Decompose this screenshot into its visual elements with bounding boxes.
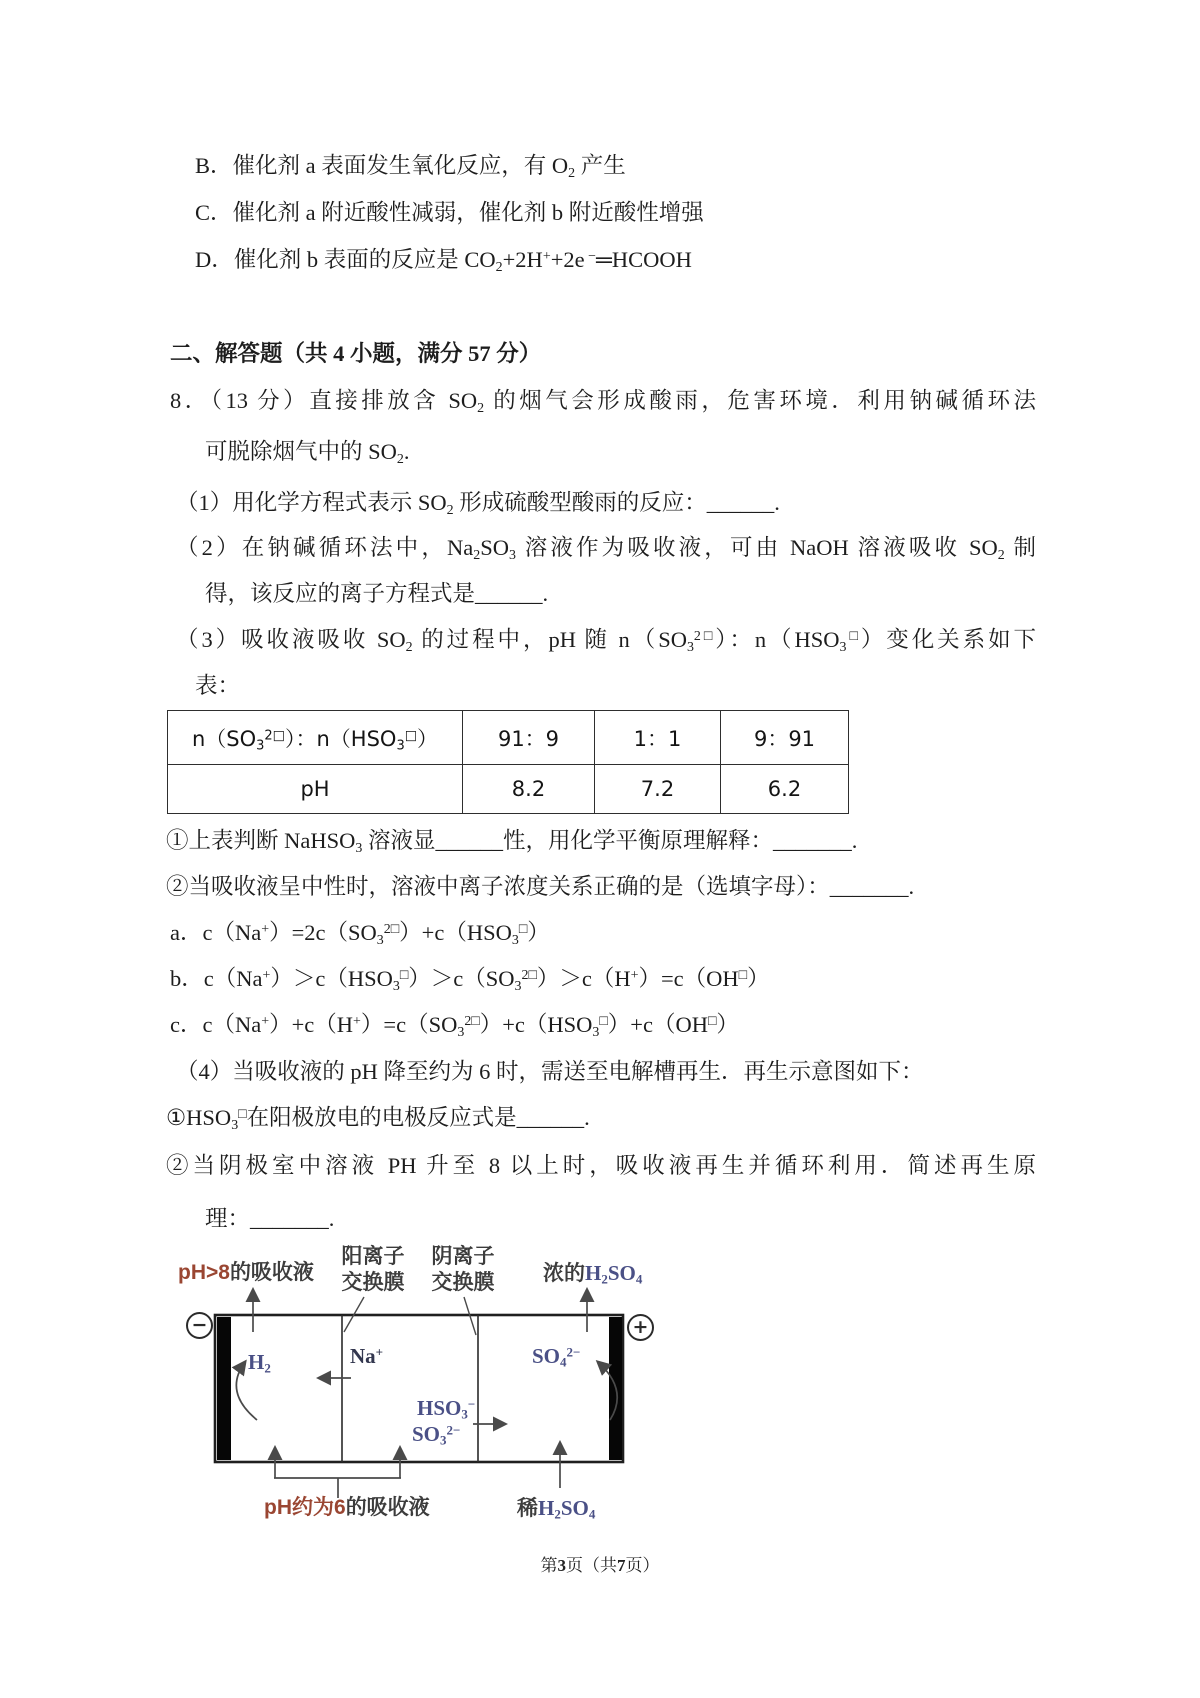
q8-part3-line2: 表： — [195, 673, 241, 698]
table-ratio-value-1: 91：9 — [463, 711, 595, 765]
label-na-ion: Na+ — [350, 1344, 384, 1368]
label-so4-ion: $SO_4^{2-}$ — [532, 1344, 581, 1370]
option-b: B．催化剂 a 表面发生氧化反应，有 $O_2$ 产生 — [195, 153, 626, 181]
table-row — [168, 711, 849, 765]
label-anion-membrane-line2: 交换膜 — [431, 1271, 495, 1294]
label-dilute-h2so4-prefix: 稀 — [517, 1497, 538, 1520]
q8-part3-sub1: ①上表判断 NaHSO$_3$ 溶液显______性，用化学平衡原理解释：_______. — [166, 828, 858, 856]
electrolysis-diagram — [160, 1240, 675, 1535]
table-ph-value-2: 7.2 — [595, 765, 721, 814]
q8-intro-line1: 8．（13 分）直接排放含 $SO_2$ 的烟气会形成酸雨，危害环境．利用钠碱循环法 — [170, 388, 1036, 416]
q8-part4-sub2-line2: 理：_______. — [205, 1206, 335, 1231]
q8-part3-line1: （3）吸收液吸收 $SO_2$ 的过程中，pH 随 $n(SO_3^{2□})$：$n(HSO_3^□)$变化关系如下 — [176, 627, 1037, 655]
label-dilute-h2so4-formula: $H_2SO_4$ — [538, 1496, 596, 1522]
table-ph-value-3: 6.2 — [721, 765, 849, 814]
q8-part4-sub1: $①HSO_3^□$在阳极放电的电极反应式是______. — [166, 1105, 590, 1133]
label-cation-membrane-line2: 交换膜 — [341, 1271, 405, 1294]
label-cation-membrane — [337, 1244, 409, 1296]
cathode-electrode — [217, 1317, 231, 1460]
table-row — [168, 765, 849, 814]
table-ratio-value-2: 1：1 — [595, 711, 721, 765]
table-ph-value-1: 8.2 — [463, 765, 595, 814]
q8-part3-sub2: ②当吸收液呈中性时，溶液中离子浓度关系正确的是（选填字母）：_______. — [166, 874, 915, 899]
table-ph-label: pH — [168, 765, 463, 814]
q8-intro-line2: 可脱除烟气中的 $SO_2$. — [205, 439, 410, 467]
option-c: C．催化剂 a 附近酸性减弱，催化剂 b 附近酸性增强 — [195, 200, 704, 225]
section-header: 二、解答题（共 4 小题，满分 57 分） — [170, 341, 542, 366]
q8-part2-line2: 得，该反应的离子方程式是______. — [205, 581, 549, 606]
q8-part1: （1）用化学方程式表示 $SO_2$ 形成硫酸型酸雨的反应：______. — [176, 490, 780, 518]
label-conc-h2so4-prefix: 浓的 — [543, 1262, 585, 1285]
label-anion-membrane — [427, 1244, 499, 1296]
minus-electrode-icon: − — [186, 1312, 213, 1339]
page-number-footer: 第3页（共7页） — [540, 1556, 660, 1575]
plus-electrode-icon: + — [627, 1314, 654, 1341]
label-absorbent-ph8 — [178, 1260, 314, 1286]
ph-ratio-table — [167, 710, 849, 814]
q8-part4-sub2-line1: ②当阴极室中溶液 PH 升至 8 以上时，吸收液再生并循环利用．简述再生原 — [166, 1153, 1036, 1178]
label-dilute-h2so4 — [517, 1495, 595, 1522]
option-d: D．催化剂 b 表面的反应是 $CO_2+2H^++2e$ −═HCOOH — [195, 247, 692, 275]
q8-part2-line1: （2）在钠碱循环法中，$Na_2SO_3$ 溶液作为吸收液，可由 NaOH 溶液吸收 $SO_2$ 制 — [176, 535, 1036, 563]
q8-choice-b: b．$c(Na^+)>c(HSO_3^□)>c(SO_3^{2□})>c(H^+)=c(OH^□)$ — [170, 966, 770, 994]
q8-choice-c: c．$c(Na^+)+c(H^+)=c(SO_3^{2□})+c(HSO_3^□)+c(OH^□)$ — [170, 1012, 739, 1040]
table-ratio-value-3: 9：91 — [721, 711, 849, 765]
q8-part4: （4）当吸收液的 pH 降至约为 6 时，需送至电解槽再生．再生示意图如下： — [176, 1059, 924, 1084]
label-absorbent-ph6-suffix: 的吸收液 — [345, 1496, 430, 1519]
label-h2: $H_2$ — [248, 1350, 271, 1376]
label-absorbent-ph8-prefix: pH>8 — [178, 1261, 230, 1284]
label-conc-h2so4 — [543, 1260, 642, 1287]
label-anion-membrane-line1: 阴离子 — [431, 1245, 495, 1268]
label-so3-ion: $SO_3^{2-}$ — [412, 1422, 461, 1448]
label-absorbent-ph8-suffix: 的吸收液 — [229, 1261, 314, 1284]
label-absorbent-ph6-prefix: pH约为6 — [264, 1496, 346, 1519]
table-ratio-label: $n(SO_3^{2□})$：$n(HSO_3^□)$ — [168, 711, 463, 765]
label-absorbent-ph6 — [264, 1495, 430, 1521]
label-cation-membrane-line1: 阳离子 — [341, 1245, 405, 1268]
label-conc-h2so4-formula: $H_2SO_4$ — [585, 1261, 643, 1287]
q8-choice-a: a．$c(Na^+)=2c(SO_3^{2□})+c(HSO_3^□)$ — [170, 920, 550, 948]
label-hso3-ion: $HSO_3^-$ — [417, 1396, 476, 1422]
